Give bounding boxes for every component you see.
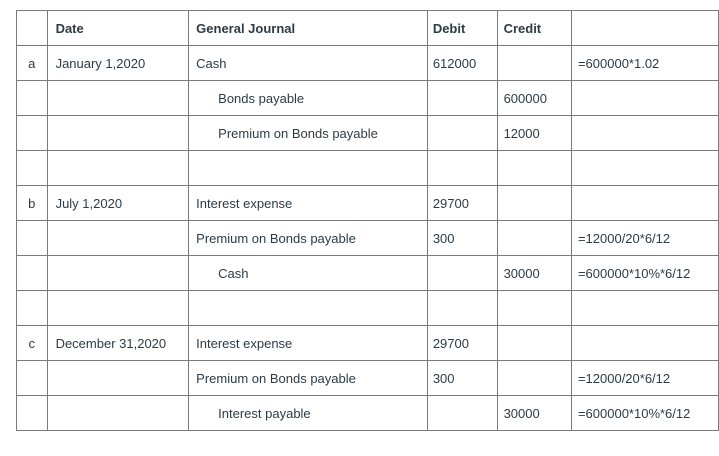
entry-date <box>47 291 189 326</box>
calc-note <box>571 151 718 186</box>
table-row <box>17 81 719 116</box>
account-name: Premium on Bonds payable <box>189 361 428 396</box>
debit-amount: 300 <box>427 221 497 256</box>
calc-note <box>571 81 718 116</box>
table-row <box>17 221 719 256</box>
entry-date: July 1,2020 <box>47 186 189 221</box>
credit-amount <box>497 221 571 256</box>
debit-amount: 300 <box>427 361 497 396</box>
debit-amount <box>427 81 497 116</box>
entry-date <box>47 221 189 256</box>
account-name: Interest expense <box>189 326 428 361</box>
credit-amount <box>497 326 571 361</box>
calc-note: =12000/20*6/12 <box>571 361 718 396</box>
table-row <box>17 291 719 326</box>
calc-note: =600000*10%*6/12 <box>571 396 718 431</box>
debit-amount: 29700 <box>427 186 497 221</box>
row-mark <box>17 116 48 151</box>
calc-note: =600000*1.02 <box>571 46 718 81</box>
debit-amount <box>427 116 497 151</box>
header-note <box>571 11 718 46</box>
debit-amount: 612000 <box>427 46 497 81</box>
credit-amount <box>497 361 571 396</box>
table-row <box>17 151 719 186</box>
row-mark <box>17 291 48 326</box>
account-name <box>189 151 428 186</box>
table-row <box>17 116 719 151</box>
table-row <box>17 256 719 291</box>
row-mark <box>17 396 48 431</box>
row-mark <box>17 151 48 186</box>
calc-note: =600000*10%*6/12 <box>571 256 718 291</box>
entry-date: December 31,2020 <box>47 326 189 361</box>
debit-amount <box>427 396 497 431</box>
row-mark <box>17 81 48 116</box>
account-name: Interest expense <box>189 186 428 221</box>
entry-date <box>47 396 189 431</box>
table-row <box>17 361 719 396</box>
row-mark <box>17 361 48 396</box>
entry-date <box>47 151 189 186</box>
header-credit: Credit <box>497 11 571 46</box>
entry-date <box>47 116 189 151</box>
calc-note: =12000/20*6/12 <box>571 221 718 256</box>
calc-note <box>571 291 718 326</box>
header-row <box>17 11 719 46</box>
table-row <box>17 186 719 221</box>
row-mark <box>17 221 48 256</box>
table-row <box>17 396 719 431</box>
account-name: Cash <box>189 46 428 81</box>
header-general-journal: General Journal <box>189 11 428 46</box>
row-mark: a <box>17 46 48 81</box>
account-name: Bonds payable <box>189 81 428 116</box>
debit-amount <box>427 256 497 291</box>
calc-note <box>571 186 718 221</box>
credit-amount: 600000 <box>497 81 571 116</box>
table-row <box>17 46 719 81</box>
calc-note <box>571 326 718 361</box>
entry-date: January 1,2020 <box>47 46 189 81</box>
journal-table <box>16 10 719 431</box>
header-debit: Debit <box>427 11 497 46</box>
credit-amount <box>497 151 571 186</box>
account-name <box>189 291 428 326</box>
table-row <box>17 326 719 361</box>
header-date: Date <box>47 11 189 46</box>
account-name: Premium on Bonds payable <box>189 221 428 256</box>
calc-note <box>571 116 718 151</box>
debit-amount <box>427 151 497 186</box>
credit-amount <box>497 186 571 221</box>
row-mark: c <box>17 326 48 361</box>
account-name: Premium on Bonds payable <box>189 116 428 151</box>
credit-amount: 30000 <box>497 396 571 431</box>
credit-amount <box>497 291 571 326</box>
entry-date <box>47 81 189 116</box>
debit-amount <box>427 291 497 326</box>
debit-amount: 29700 <box>427 326 497 361</box>
entry-date <box>47 256 189 291</box>
credit-amount: 30000 <box>497 256 571 291</box>
row-mark <box>17 256 48 291</box>
credit-amount: 12000 <box>497 116 571 151</box>
header-mark <box>17 11 48 46</box>
account-name: Cash <box>189 256 428 291</box>
row-mark: b <box>17 186 48 221</box>
account-name: Interest payable <box>189 396 428 431</box>
entry-date <box>47 361 189 396</box>
credit-amount <box>497 46 571 81</box>
